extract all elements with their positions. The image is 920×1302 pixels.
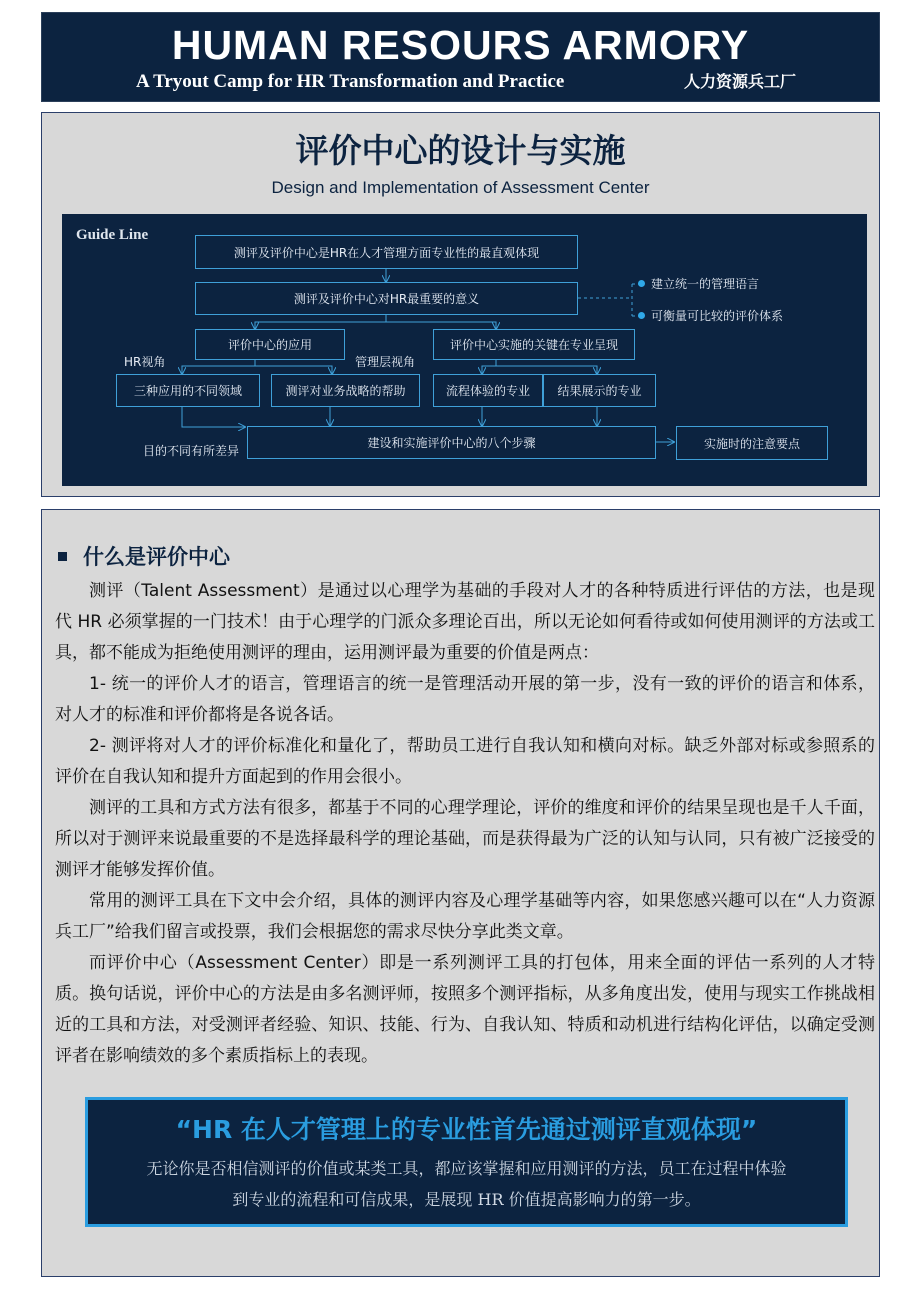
- guideline-bullet-language: 建立统一的管理语言: [651, 277, 760, 291]
- guideline-box-result: 结果展示的专业: [543, 374, 656, 407]
- paragraph: 测评（Talent Assessment）是通过以心理学为基础的手段对人才的各种特质进行评估的方法，也是现代 HR 必须掌握的一门技术！由于心理学的门派众多理论百出，所以无论如何看待或如何使用测评的方法或工具，都不能成为拒绝使用测评的理由，运用测评最为重要的价值是两点：: [55, 581, 875, 663]
- square-bullet-icon: [58, 552, 67, 561]
- quote-line: 无论你是否相信测评的价值或某类工具，都应该掌握和应用测评的方法，员工在过程中体验: [146, 1159, 787, 1178]
- guideline-diagram: [62, 214, 867, 486]
- banner-title: HUMAN RESOURS ARMORY: [171, 22, 750, 68]
- body-text: [55, 576, 875, 1072]
- guideline-mgmt-view: 管理层视角: [355, 355, 416, 369]
- title-panel: [41, 112, 880, 497]
- guideline-label: Guide Line: [76, 227, 149, 243]
- page-title: 评价中心的设计与实施: [295, 131, 626, 170]
- banner-subtitle-en: A Tryout Camp for HR Transformation and Practice: [136, 71, 565, 92]
- paragraph: 而评价中心（Assessment Center）即是一系列测评工具的打包体，用来全面的评估一系列的人才特质。换句话说，评价中心的方法是由多名测评师，按照多个测评指标，从多角度出发，使用与现实工作挑战相近的工具和方法，对受测评者经验、知识、技能、行为、自我认知、特质和动机进行结构化评估，以确定受测评者在影响绩效的多个素质指标上的表现。: [55, 953, 875, 1066]
- page-subtitle: Design and Implementation of Assessment Center: [271, 178, 650, 197]
- quote-body: [100, 1153, 833, 1215]
- guideline-box-core: 测评及评价中心是HR在人才管理方面专业性的最直观体现: [195, 235, 578, 269]
- bullet-dot-icon: [638, 280, 645, 287]
- guideline-box-notes: 实施时的注意要点: [676, 426, 828, 460]
- guideline-box-three-domains: 三种应用的不同领域: [116, 374, 260, 407]
- section-heading: [58, 544, 230, 570]
- section-heading-text: 什么是评价中心: [83, 545, 230, 569]
- guideline-diff-label: 目的不同有所差异: [143, 444, 240, 458]
- quote-box: [85, 1097, 848, 1227]
- paragraph: 2- 测评将对人才的评价标准化和量化了，帮助员工进行自我认知和横向对标。缺乏外部对标或参照系的评价在自我认知和提升方面起到的作用会很小。: [55, 736, 875, 787]
- banner-subtitle-cn: 人力资源兵工厂: [684, 72, 797, 91]
- guideline-box-meaning: 测评及评价中心对HR最重要的意义: [195, 282, 578, 315]
- guideline-box-application: 评价中心的应用: [195, 329, 345, 360]
- guideline-box-strategy-help: 测评对业务战略的帮助: [271, 374, 420, 407]
- guideline-box-eight-steps: 建设和实施评价中心的八个步骤: [247, 426, 656, 459]
- paragraph: 常用的测评工具在下文中会介绍，具体的测评内容及心理学基础等内容，如果您感兴趣可以在“人力资源兵工厂”给我们留言或投票，我们会根据您的需求尽快分享此类文章。: [55, 891, 875, 942]
- paragraph: 测评的工具和方式方法有很多，都基于不同的心理学理论，评价的维度和评价的结果呈现也是千人千面，所以对于测评来说最重要的不是选择最科学的理论基础，而是获得最为广泛的认知与认同，只有被广泛接受的测评才能够发挥价值。: [55, 798, 875, 880]
- guideline-hr-view: HR视角: [124, 355, 166, 369]
- quote-line: 到专业的流程和可信成果，是展现 HR 价值提高影响力的第一步。: [232, 1190, 701, 1209]
- paragraph: 1- 统一的评价人才的语言，管理语言的统一是管理活动开展的第一步，没有一致的评价的语言和体系，对人才的标准和评价都将是各说各话。: [55, 674, 875, 725]
- guideline-bullet-system: 可衡量可比较的评价体系: [651, 309, 784, 323]
- bullet-dot-icon: [638, 312, 645, 319]
- content-panel: [41, 509, 880, 1277]
- guideline-box-process: 流程体验的专业: [433, 374, 543, 407]
- guideline-box-key: 评价中心实施的关键在专业呈现: [433, 329, 635, 360]
- top-banner: [41, 12, 880, 102]
- quote-headline: “HR 在人才管理上的专业性首先通过测评直观体现”: [175, 1115, 758, 1144]
